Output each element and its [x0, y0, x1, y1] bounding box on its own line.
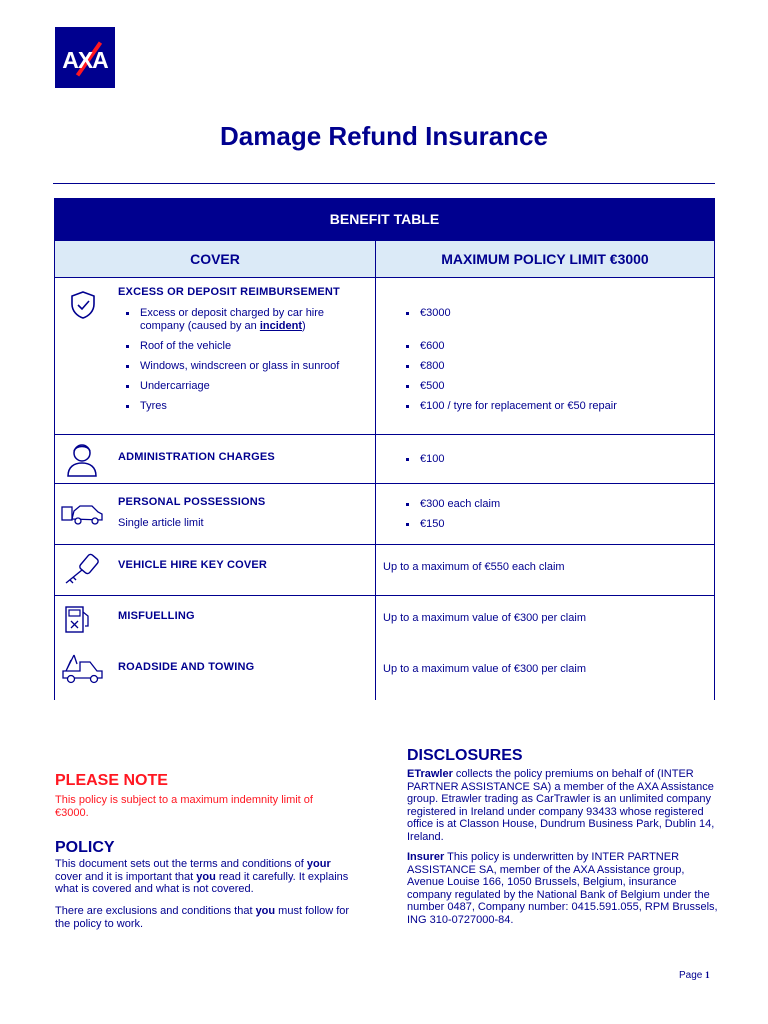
excess-limit-5: €100 / tyre for replacement or €50 repair	[406, 400, 706, 413]
policy-p1-bold-you: you	[196, 870, 216, 883]
towing-title: ROADSIDE AND TOWING	[118, 661, 255, 673]
admin-limit: €100	[406, 453, 706, 466]
icon-cell	[55, 278, 112, 434]
admin-limits	[406, 453, 706, 466]
column-header-cover: COVER	[55, 241, 376, 277]
benefit-table-heading: BENEFIT TABLE	[54, 198, 715, 241]
title-divider	[53, 183, 715, 184]
policy-paragraph-2	[55, 905, 355, 930]
disclosures-p2-bold: Insurer	[407, 851, 445, 863]
car-key-icon	[61, 552, 101, 588]
benefit-table	[54, 198, 715, 700]
icon-cell	[55, 484, 112, 544]
logo-text: AXA	[62, 47, 108, 73]
disclosures-p1-text: collects the policy premiums on behalf of (INTER PARTNER ASSISTANCE SA) a member of the AXA Assistance group. Etrawler trading as CarTrawler is an unlimited company registered in Ireland under company 93433 whose registered office is at Classon House, Dundrum Business Park, Dublin 14, Ireland.	[407, 768, 715, 843]
excess-limit-1: €3000	[406, 307, 706, 320]
table-row-excess	[54, 278, 715, 435]
column-header-limit: MAXIMUM POLICY LIMIT €3000	[441, 251, 649, 267]
key-title: VEHICLE HIRE KEY COVER	[118, 559, 268, 571]
disclosures-paragraph-1	[407, 768, 727, 843]
policy-p1-text-a: This document sets out the terms and conditions of	[55, 858, 307, 870]
policy-p1-text-e: read it carefully. It explains what is covered and what is not covered.	[55, 870, 349, 895]
excess-item-tyres: Tyres	[126, 400, 366, 413]
please-note-text: This policy is subject to a maximum indemnity limit of €3000.	[55, 794, 313, 819]
person-icon	[64, 440, 100, 478]
policy-p1-text-c: cover and it is important that	[55, 870, 197, 883]
misfuelling-limit: Up to a maximum value of €300 per claim	[383, 612, 586, 624]
cover-cell	[112, 545, 376, 595]
towing-limit: Up to a maximum value of €300 per claim	[383, 663, 586, 675]
possessions-limit-2: €150	[406, 518, 706, 531]
table-row-admin	[54, 435, 715, 484]
table-row-key	[54, 545, 715, 596]
cover-cell	[112, 484, 376, 544]
excess-limit-2: €600	[406, 340, 706, 353]
excess-item-1	[126, 307, 366, 333]
excess-items	[126, 307, 366, 413]
shield-check-icon	[67, 289, 99, 321]
excess-limit-3: €800	[406, 360, 706, 373]
admin-title: ADMINISTRATION CHARGES	[118, 451, 275, 463]
icon-cell	[55, 545, 112, 595]
excess-title: EXCESS OR DEPOSIT REIMBURSEMENT	[118, 286, 340, 298]
icon-cell	[55, 435, 112, 483]
policy-heading: POLICY	[55, 839, 115, 856]
excess-item-1-text: Excess or deposit charged by car hire company (caused by an	[140, 307, 325, 332]
incident-link[interactable]: incident	[259, 320, 303, 332]
policy-p1-bold-your: your	[306, 858, 331, 870]
possessions-limit-1: €300 each claim	[406, 498, 706, 511]
page-number	[679, 969, 710, 983]
page-number-value: 1	[705, 970, 710, 980]
limit-cell	[376, 484, 714, 544]
possessions-title: PERSONAL POSSESSIONS	[118, 496, 266, 508]
icon-cell	[55, 596, 112, 700]
misfuelling-title: MISFUELLING	[118, 610, 195, 622]
policy-p2-text-a: There are exclusions and conditions that	[55, 905, 256, 917]
page-label: Page	[679, 970, 703, 981]
disclosures-heading: DISCLOSURES	[407, 747, 523, 764]
table-row-possessions	[54, 484, 715, 545]
policy-p2-bold-you: you	[255, 905, 276, 917]
limit-cell	[376, 545, 714, 595]
cover-cell	[112, 596, 376, 700]
disclosures-paragraph-2	[407, 851, 723, 926]
policy-paragraph-1	[55, 858, 355, 896]
disclosures-p1-bold: ETrawler	[407, 768, 453, 780]
excess-limits	[406, 307, 706, 413]
table-column-headers	[54, 241, 715, 278]
page-title: Damage Refund Insurance	[220, 121, 548, 151]
please-note-heading: PLEASE NOTE	[55, 772, 168, 789]
limit-cell	[376, 596, 714, 700]
table-row-misfuelling-towing	[54, 596, 715, 700]
excess-item-windows: Windows, windscreen or glass in sunroof	[126, 360, 366, 373]
disclosures-p2-text: This policy is underwritten by INTER PARTNER ASSISTANCE SA, member of the AXA Assistance group, Avenue Louise 166, 1050 Brussels, Belgium, insurance company regulated by the National Bank of Belgium under the number 0487, Company number: 0415.591.055, RPM Brussels, ING 310-0727000-84.	[407, 851, 718, 926]
cover-cell	[112, 278, 376, 434]
possessions-subtitle: Single article limit	[118, 517, 204, 529]
tow-truck-icon	[60, 652, 104, 686]
possessions-limits	[406, 498, 706, 531]
car-luggage-icon	[60, 497, 104, 527]
excess-item-1-end: )	[302, 320, 306, 332]
limit-cell	[376, 435, 714, 483]
excess-item-roof: Roof of the vehicle	[126, 340, 366, 353]
policy-p2-text-c: must follow for the policy to work.	[55, 905, 350, 930]
excess-limit-4: €500	[406, 380, 706, 393]
key-limit: Up to a maximum of €550 each claim	[383, 561, 565, 573]
cover-cell	[112, 435, 376, 483]
excess-item-undercarriage: Undercarriage	[126, 380, 366, 393]
axa-logo	[55, 27, 115, 88]
fuel-pump-icon	[63, 604, 93, 634]
limit-cell	[376, 278, 714, 434]
